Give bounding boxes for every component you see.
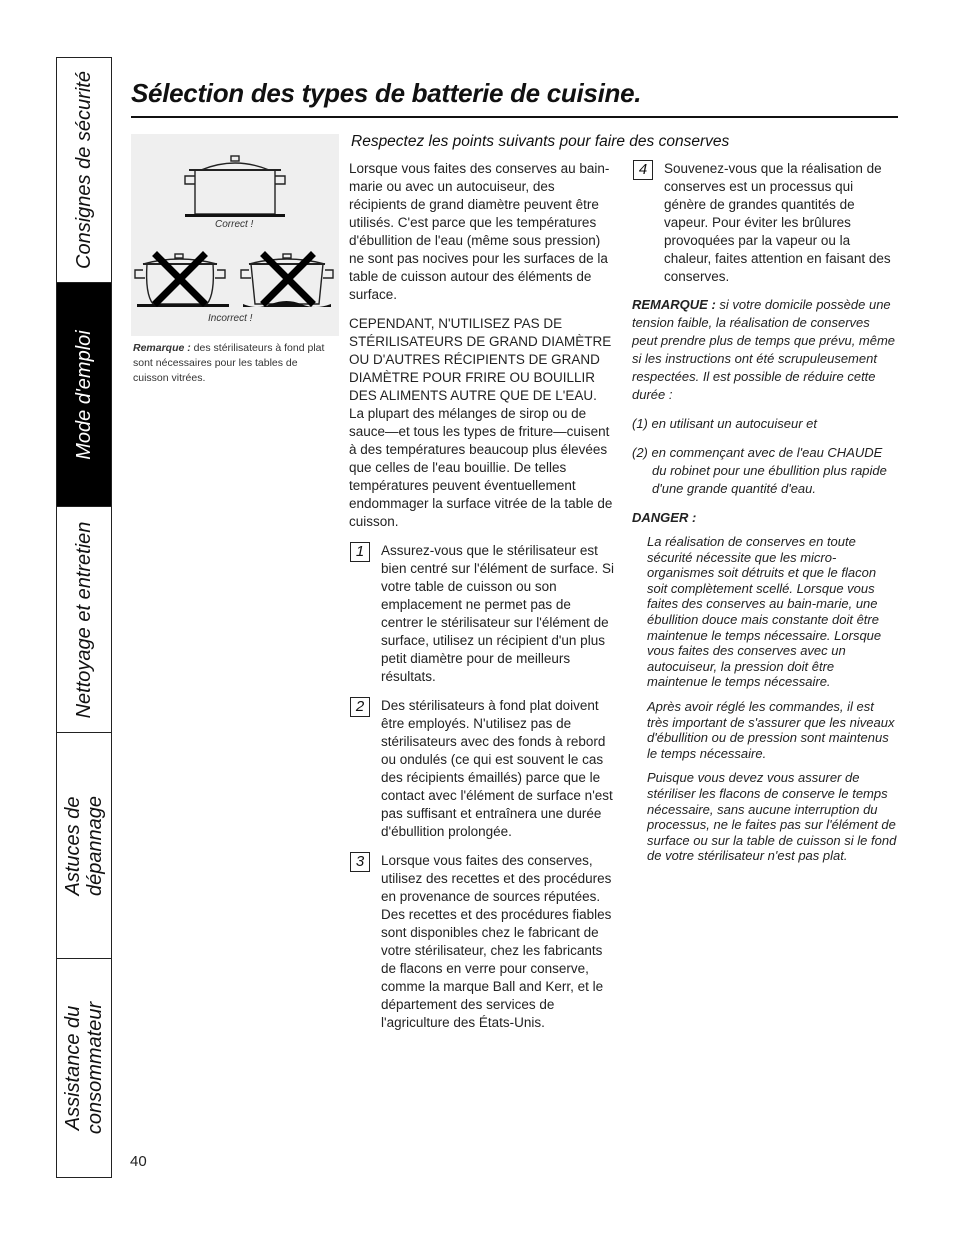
danger-paragraph: Après avoir réglé les commandes, il est très important de s'assurer que les niveaux d'ébullition ou de pression sont maintenus le temps nécessaire.	[647, 698, 895, 761]
note-text: des stérilisateurs à fond plat sont nécessaires pour les tables de cuisson vitrées.	[133, 342, 325, 384]
intro-paragraph: Lorsque vous faites des conserves au bain-marie ou avec un autocuiseur, des récipients de grand diamètre peuvent être utilisés. C'est parce que les températures d'ébullition de l'eau (même sous pression) ne sont pas nocives pour les surfaces de la table de cuisson autour des éléments de surface.	[349, 161, 610, 302]
step-item	[632, 160, 898, 286]
column-right	[632, 160, 898, 873]
page-number: 40	[130, 1153, 147, 1170]
step-text: Assurez-vous que le stérilisateur est bien centré sur l'élément de surface. Si votre table de cuisson ou son emplacement ne permet pas de centrer le stérilisateur sur l'élément de surface, utilisez un récipient d'un plus petit diamètre pour de meilleurs résultats.	[381, 543, 614, 684]
cookware-illustration	[131, 134, 339, 336]
remark-option-2: (2) en commençant avec de l'eau CHAUDE du robinet pour une ébullition plus rapide d'une grande quantité d'eau.	[632, 445, 887, 496]
cross-mark-icon	[157, 256, 203, 302]
remark-text: si votre domicile possède une tension faible, la réalisation de conserves peut prendre plus de temps que prévu, même si les instructions ont été scrupuleusement respectées. Il est possible de réduire cette durée :	[632, 297, 896, 402]
tab-assistance-du-consommateur[interactable]	[57, 959, 111, 1177]
cross-mark-icon	[265, 256, 311, 302]
figure-note	[133, 341, 333, 386]
correct-pot-icon	[185, 156, 285, 214]
step-item	[349, 697, 614, 841]
column-left	[349, 160, 614, 1043]
remark-option-1: (1) en utilisant un autocuiseur et	[632, 416, 817, 431]
remark-label: REMARQUE :	[632, 297, 716, 312]
step-number: 3	[350, 852, 370, 872]
tab-label: Assistance du consommateur	[62, 1001, 106, 1135]
tab-label: Nettoyage et entretien	[73, 521, 95, 718]
caution-continued: La plupart des mélanges de sirop ou de sauce—et tous les types de friture—cuisent à des températures beaucoup plus élevées que celles de l'eau bouillie. De telles températures peuvent éventuellement endommager la surface vitrée de la table de cuisson.	[349, 406, 613, 529]
tab-astuces-de-depannage[interactable]	[57, 733, 111, 959]
section-tabs	[56, 57, 112, 1178]
note-label: Remarque :	[133, 342, 191, 354]
tab-nettoyage-et-entretien[interactable]	[57, 507, 111, 733]
danger-paragraph: La réalisation de conserves en toute sécurité nécessite que les micro-organismes soit détruits et que le flacon soit complètement scellé. Lorsque vous faites des conserves au bain-marie, une ébullition douce mais constante doit être maintenue le temps nécessaire. Lorsque vous faites des conserves avec un autocuiseur, la pression doit être maintenue le temps nécessaire.	[647, 534, 882, 690]
step-text: Souvenez-vous que la réalisation de conserves est un processus qui génère de grandes quantités de vapeur. Pour éviter les brûlures provoquées par la vapeur ou la chaleur, faites attention en faisant des conserves.	[664, 161, 891, 284]
burner-element-icon	[185, 214, 285, 217]
step-item	[349, 852, 614, 1032]
danger-paragraph: Puisque vous devez vous assurer de stériliser les flacons de conserve le temps nécessaire, sans aucune interruption du processus, ne le faites pas sur l'élément de surface ou sur la table de cuisson si le fond de votre stérilisateur n'est pas plat.	[647, 770, 897, 864]
tab-consignes-de-securite[interactable]	[57, 58, 111, 283]
step-text: Des stérilisateurs à fond plat doivent être employés. N'utilisez pas de stérilisateurs avec des fonds à rebord ou ondulés (ce qui est souvent le cas des récipients émaillés) parce que le contact avec l'élément de surface n'est pas suffisant et entraînera une durée d'ébullition prolongée.	[381, 698, 613, 839]
danger-label: DANGER :	[632, 510, 697, 525]
tab-label: Consignes de sécurité	[73, 71, 95, 269]
caption-correct: Correct !	[215, 219, 254, 230]
step-number: 2	[350, 697, 370, 717]
tab-label: Mode d'emploi	[73, 329, 95, 460]
step-number: 4	[633, 160, 653, 180]
section-subheading: Respectez les points suivants pour faire des conserves	[351, 133, 730, 150]
tab-mode-d-emploi[interactable]	[57, 283, 111, 507]
step-item	[349, 542, 614, 686]
danger-body	[632, 534, 898, 864]
title-rule	[131, 116, 898, 118]
step-number: 1	[350, 542, 370, 562]
step-text: Lorsque vous faites des conserves, utilisez des recettes et des procédures en provenance de sources réputées. Des recettes et des procédures fiables sont disponibles chez le fabricant de votre stérilisateur, chez les fabricants de flacons en verre pour conserve, comme la marque Ball and Kerr, et le département des services de l'agriculture des États-Unis.	[381, 853, 612, 1030]
remark-paragraph	[632, 296, 898, 404]
caption-incorrect: Incorrect !	[208, 313, 253, 324]
cookware-figure	[131, 134, 339, 336]
caution-paragraph: CEPENDANT, N'UTILISEZ PAS DE STÉRILISATEURS DE GRAND DIAMÈTRE OU D'AUTRES RÉCIPIENTS DE GRAND DIAMÈTRE POUR FRIRE OU BOUILLIR DES ALIMENTS AUTRE QUE DE L'EAU.	[349, 316, 612, 403]
tab-label: Astuces de dépannage	[62, 795, 106, 896]
page-title: Sélection des types de batterie de cuisine.	[131, 78, 642, 108]
